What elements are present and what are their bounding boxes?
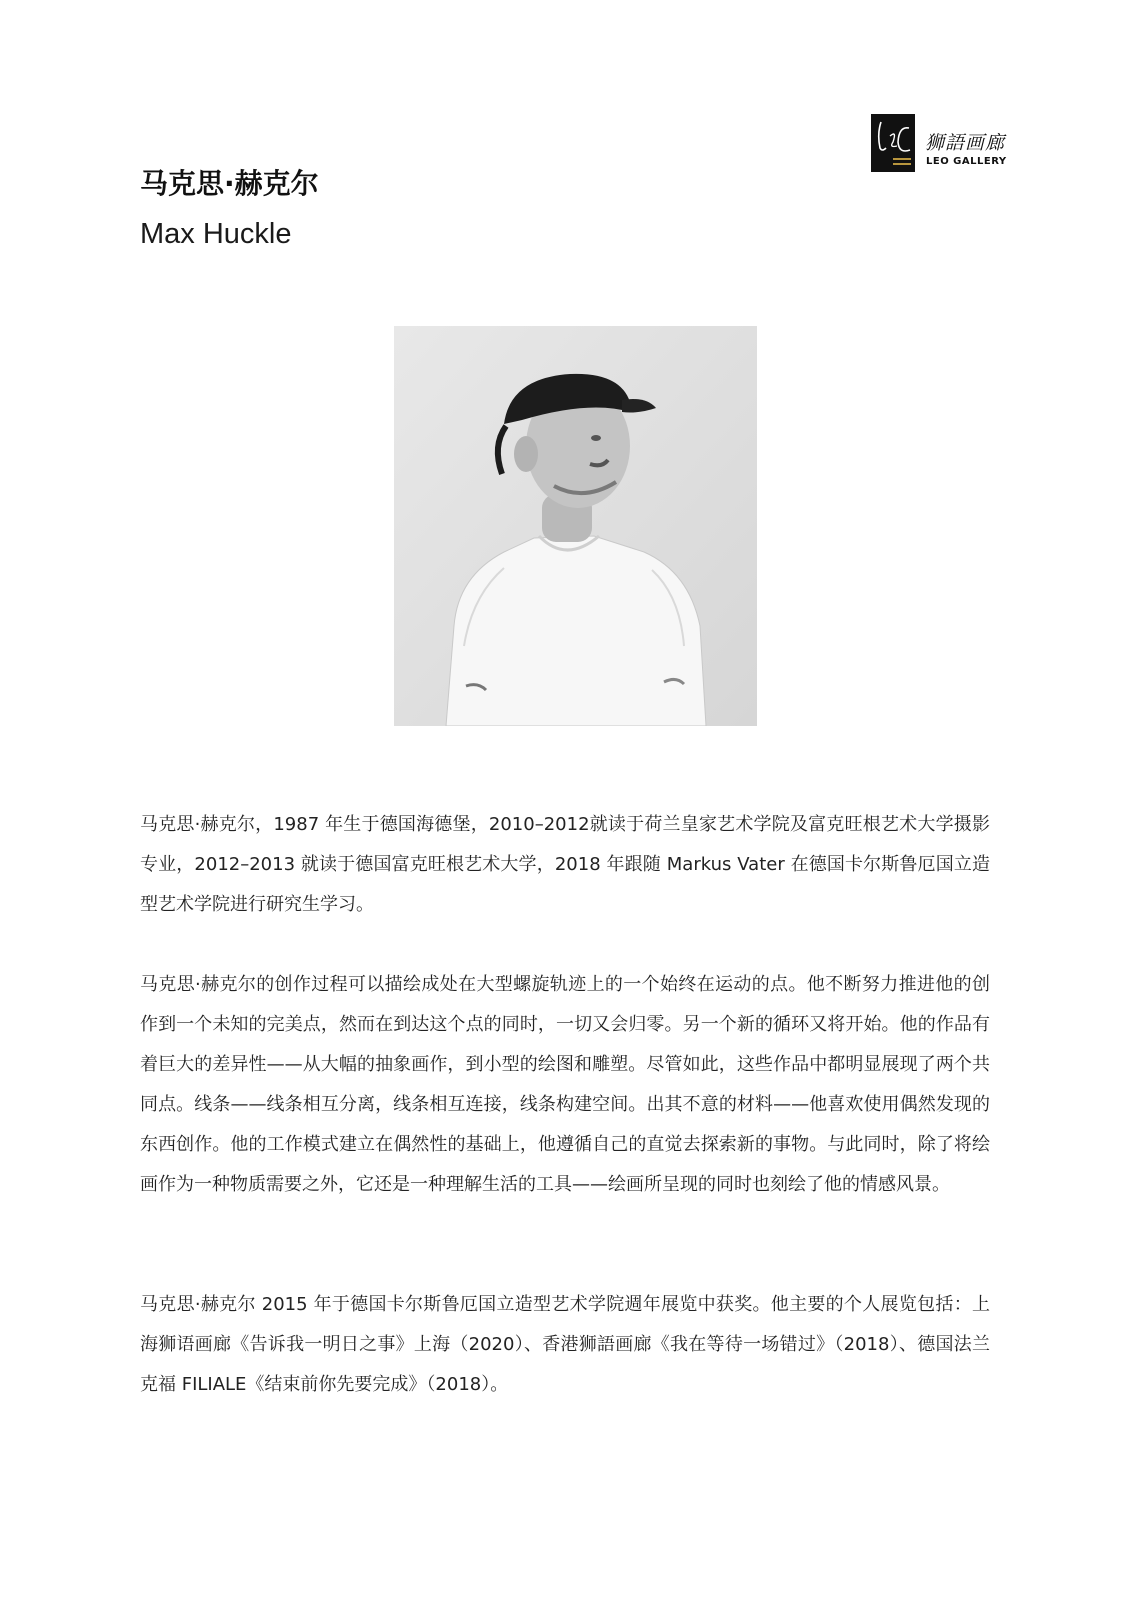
gallery-name-english: LEO GALLERY bbox=[926, 156, 1007, 167]
biography-paragraph-2: 马克思·赫克尔的创作过程可以描绘成处在大型螺旋轨迹上的一个始终在运动的点。他不断努力推进他的创作到一个未知的完美点，然而在到达这个点的同时，一切又会归零。另一个新的循环又将开始。他的作品有着巨大的差异性——从大幅的抽象画作，到小型的绘图和雕塑。尽管如此，这些作品中都明显展现了两个共同点。线条——线条相互分离，线条相互连接，线条构建空间。出其不意的材料——他喜欢使用偶然发现的东西创作。他的工作模式建立在偶然性的基础上，他遵循自己的直觉去探索新的事物。与此同时，除了将绘画作为一种物质需要之外，它还是一种理解生活的工具——绘画所呈现的同时也刻绘了他的情感风景。 bbox=[140, 974, 990, 1195]
leo-gallery-logo-icon bbox=[871, 114, 915, 172]
biography-paragraph-3: 马克思·赫克尔 2015 年于德国卡尔斯鲁厄国立造型艺术学院週年展览中获奖。他主要的个人展览包括：上海狮语画廊《告诉我一明日之事》上海（2020）、香港狮語画廊《我在等待一场错过》（2018）、德国法兰克福 FILIALE《结束前你先要完成》（2018）。 bbox=[140, 1294, 990, 1395]
biography-paragraph-1: 马克思·赫克尔，1987 年生于德国海德堡，2010–2012就读于荷兰皇家艺术学院及富克旺根艺术大学摄影专业，2012–2013 就读于德国富克旺根艺术大学，2018 年跟随 Markus Vater 在德国卡尔斯鲁厄国立造型艺术学院进行研究生学习。 bbox=[140, 814, 990, 915]
gallery-name-chinese: 狮語画廊 bbox=[925, 132, 1006, 154]
artist-name-english: Max Huckle bbox=[140, 218, 292, 250]
artist-name-chinese: 马克思·赫克尔 bbox=[140, 167, 319, 200]
artist-portrait-photo bbox=[394, 326, 757, 726]
artist-portrait-icon bbox=[394, 326, 757, 726]
gallery-logo bbox=[871, 114, 1021, 174]
